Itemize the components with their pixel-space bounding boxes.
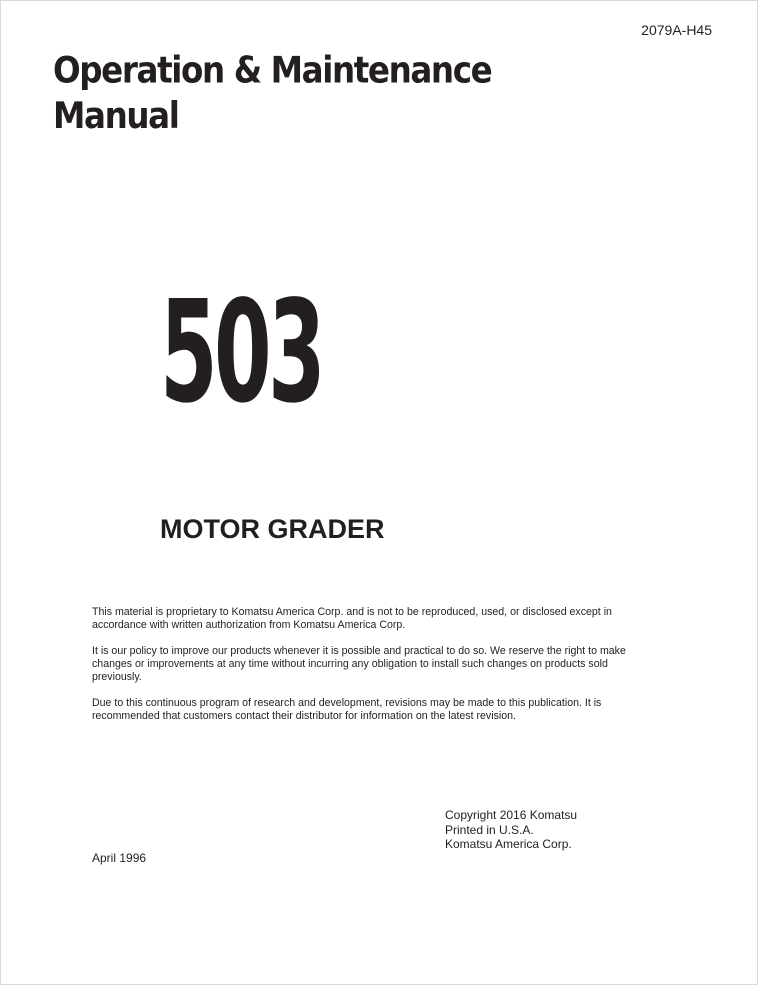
manual-title-line-1: Operation & Maintenance	[53, 50, 492, 93]
publication-date: April 1996	[92, 851, 147, 865]
manual-title-line-2: Manual	[53, 95, 179, 138]
model-number: 503	[160, 270, 323, 435]
proprietary-notice: This material is proprietary to Komatsu America Corp. and is not to be reproduced, used, or disclosed except in accordance with written authorization from Komatsu America Corp.	[92, 606, 612, 631]
policy-notice: It is our policy to improve our products whenever it is possible and practical to do so. We reserve the right to make changes or improvements at any time without incurring any obligation to install such changes on products sold previously.	[92, 645, 626, 683]
printed-in-line: Printed in U.S.A.	[445, 822, 534, 837]
document-code: 2079A-H45	[641, 22, 712, 38]
manual-title	[53, 49, 491, 139]
revision-notice: Due to this continuous program of research and development, revisions may be made to this publication. It is recommended that customers contact their distributor for information on the latest revision.	[92, 697, 602, 722]
legal-notices	[92, 606, 652, 736]
copyright-line: Copyright 2016 Komatsu	[445, 808, 578, 822]
copyright-block	[445, 808, 577, 852]
product-name: MOTOR GRADER	[160, 514, 385, 544]
company-line: Komatsu America Corp.	[445, 837, 572, 851]
